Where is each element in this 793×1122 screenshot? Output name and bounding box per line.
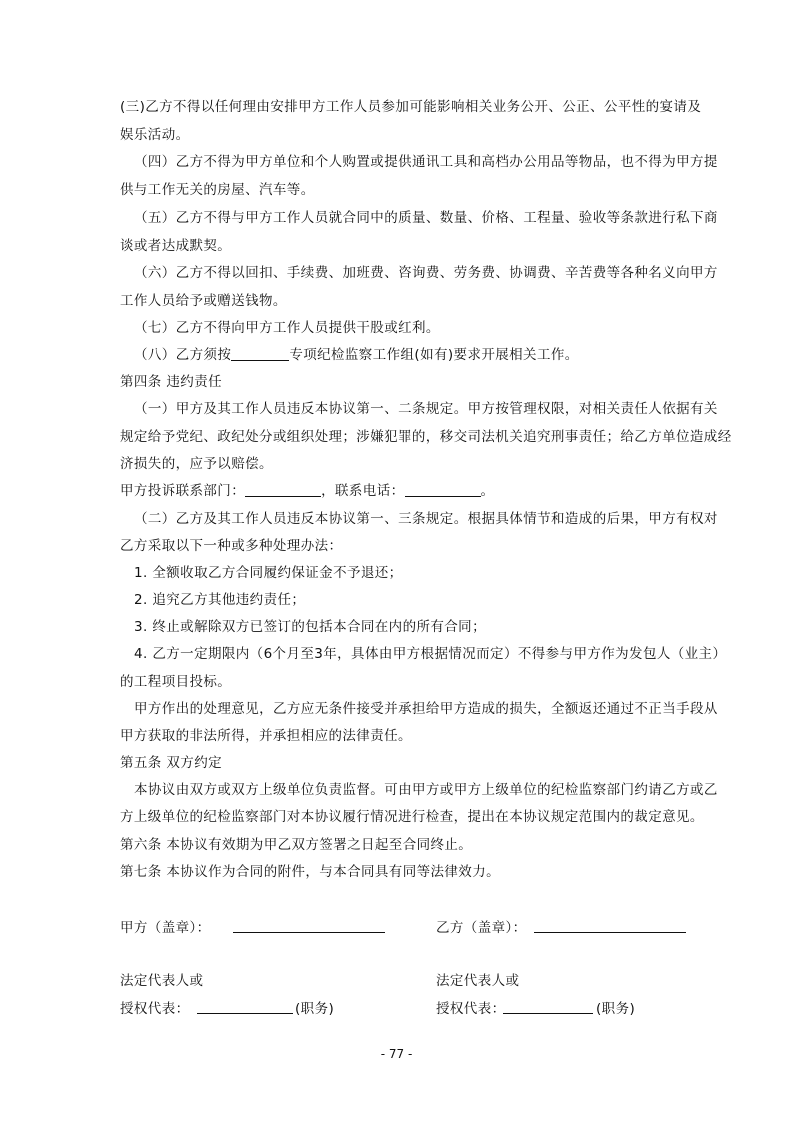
complaint-dept-label: 甲方投诉联系部门： <box>120 483 246 499</box>
section-heading: 第五条 双方约定 <box>120 755 222 771</box>
party-b-authorized-line <box>503 1013 593 1014</box>
party-b-duty-label: (职务) <box>596 1001 636 1017</box>
party-a-authorized-label: 授权代表： <box>120 1001 190 1017</box>
paragraph-line: 娱乐活动。 <box>120 127 190 143</box>
paragraph-line: 本协议由双方或双方上级单位负责监督。可由甲方或甲方上级单位的纪检监察部门约请乙方或乙 <box>134 782 718 798</box>
party-b-signature-line <box>534 932 686 933</box>
paragraph-line: （一）甲方及其工作人员违反本协议第一、二条规定。甲方按管理权限，对相关责任人依据有关 <box>134 401 718 417</box>
fill-in-blank <box>405 483 481 497</box>
list-item: 3. 终止或解除双方已签订的包括本合同在内的所有合同； <box>134 619 486 635</box>
paragraph-line: 方上级单位的纪检监察部门对本协议履行情况进行检查，提出在本协议规定范围内的裁定意见。 <box>120 809 704 825</box>
clause-eight-prefix: （八）乙方须按 <box>134 347 232 363</box>
paragraph-line: 济损失的，应予以赔偿。 <box>120 456 273 472</box>
party-a-seal-label: 甲方（盖章）： <box>120 920 211 936</box>
party-b-seal-label: 乙方（盖章）： <box>436 920 527 936</box>
party-b-authorized-label: 授权代表： <box>436 1001 506 1017</box>
party-a-duty-label: (职务) <box>295 1001 335 1017</box>
paragraph-line: （四）乙方不得为甲方单位和个人购置或提供通讯工具和高档办公用品等物品，也不得为甲方提 <box>134 154 718 170</box>
paragraph-line: 工作人员给予或赠送钱物。 <box>120 293 287 309</box>
clause-eight-suffix: 专项纪检监察工作组(如有)要求开展相关工作。 <box>289 347 579 363</box>
paragraph-line: 甲方作出的处理意见，乙方应无条件接受并承担给甲方造成的损失，全额返还通过不正当手段从 <box>134 701 718 717</box>
paragraph-line: （六）乙方不得以回扣、手续费、加班费、咨询费、劳务费、协调费、辛苦费等各种名义向甲方 <box>134 265 718 281</box>
paragraph-line: 规定给予党纪、政纪处分或组织处理；涉嫌犯罪的，移交司法机关追究刑事责任；给乙方单位造成经 <box>120 429 732 445</box>
party-a-signature-line <box>233 932 385 933</box>
clause-eight-line <box>134 346 579 364</box>
complaint-line <box>120 482 494 500</box>
paragraph-line: （五）乙方不得与甲方工作人员就合同中的质量、数量、价格、工程量、验收等条款进行私下商 <box>134 210 718 226</box>
list-item: 1. 全额收取乙方合同履约保证金不予退还； <box>134 565 403 581</box>
paragraph-line: 供与工作无关的房屋、汽车等。 <box>120 182 315 198</box>
complaint-phone-label: ，联系电话： <box>321 483 405 499</box>
paragraph-line: (三)乙方不得以任何理由安排甲方工作人员参加可能影响相关业务公开、公正、公平性的宴请及 <box>120 99 702 115</box>
paragraph-line: 谈或者达成默契。 <box>120 238 232 254</box>
complaint-end: 。 <box>480 483 495 499</box>
paragraph-line: 甲方获取的非法所得，并承担相应的法律责任。 <box>120 728 412 744</box>
paragraph-line: 的工程项目投标。 <box>120 674 232 690</box>
party-b-representative-label: 法定代表人或 <box>436 973 520 989</box>
section-heading: 第七条 本协议作为合同的附件，与本合同具有同等法律效力。 <box>120 864 500 880</box>
party-a-representative-label: 法定代表人或 <box>120 973 204 989</box>
list-item: 2. 追究乙方其他违约责任； <box>134 592 306 608</box>
party-a-authorized-line <box>197 1013 293 1014</box>
paragraph-line: 乙方采取以下一种或多种处理办法： <box>120 538 343 554</box>
fill-in-blank <box>231 347 289 361</box>
list-item: 4. 乙方一定期限内（6个月至3年，具体由甲方根据情况而定）不得参与甲方作为发包人（业主） <box>134 646 727 662</box>
paragraph-line: （七）乙方不得向甲方工作人员提供干股或红利。 <box>134 320 440 336</box>
section-heading: 第六条 本协议有效期为甲乙双方签署之日起至合同终止。 <box>120 837 473 853</box>
page-number: - 77 - <box>380 1047 413 1061</box>
section-heading: 第四条 违约责任 <box>120 374 222 390</box>
fill-in-blank <box>245 483 321 497</box>
paragraph-line: （二）乙方及其工作人员违反本协议第一、三条规定。根据具体情节和造成的后果，甲方有权对 <box>134 511 718 527</box>
